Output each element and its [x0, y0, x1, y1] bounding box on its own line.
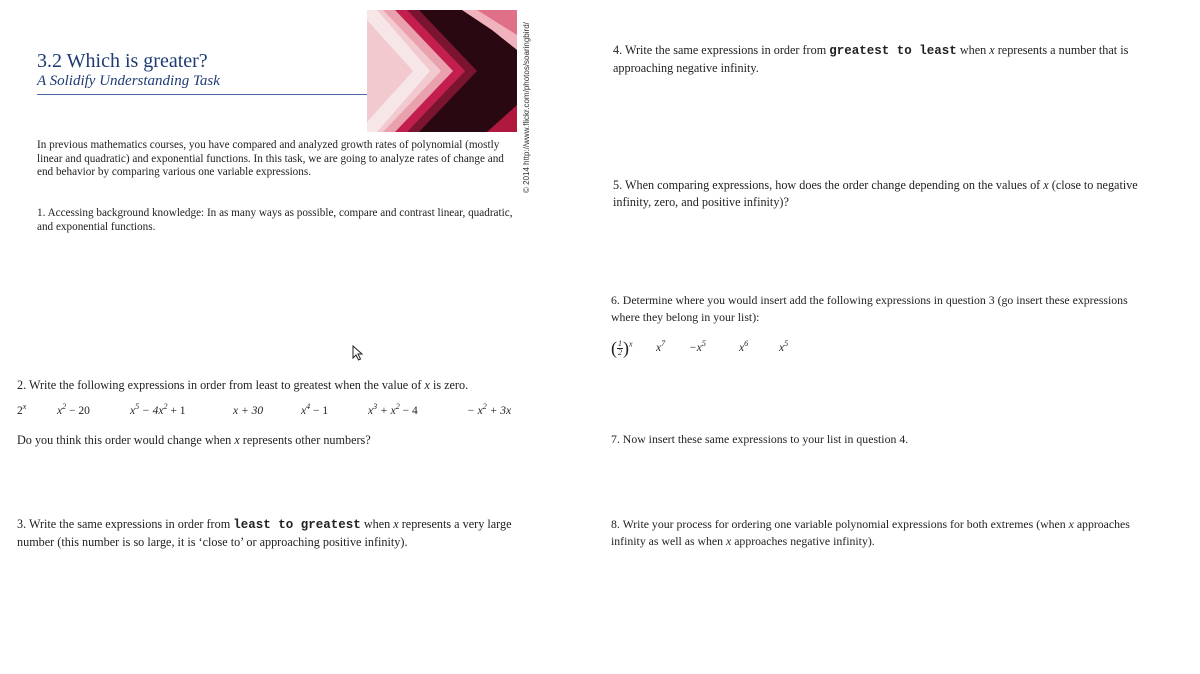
question-5: 5. When comparing expressions, how does the order change depending on the values of x (close to negative infinity, zero, and positive infinity)?: [613, 178, 1138, 210]
expression-x4-minus-1: $x^4 - 1$: [301, 402, 329, 417]
variable-x: x: [234, 433, 240, 447]
expression-x5: $x^5$: [779, 339, 789, 354]
expression-neg-x2-plus-3x: − $x^2 + 3x$: [467, 402, 512, 417]
question-1: 1. Accessing background knowledge: In as many ways as possible, compare and contrast linear, quadratic, and exponential functions.: [37, 207, 513, 233]
expression-x7: $x^7$: [656, 339, 666, 354]
question-3: 3. Write the same expressions in order from least to greatest when x represents a very large number (this number is so large, it is ‘close to’ or approaching positive infinity).: [17, 517, 512, 550]
emphasis-greatest-to-least: greatest to least: [829, 44, 957, 58]
page-title: 3.2 Which is greater?: [37, 50, 208, 72]
expression-x-plus-30: x + 30: [233, 405, 264, 417]
expression-x5-minus-4x2-plus-1: $x^5 - 4x^2 + 1$: [130, 402, 186, 417]
emphasis-least-to-greatest: least to greatest: [233, 518, 361, 532]
question-8: 8. Write your process for ordering one variable polynomial expressions for both extremes (when x approaches infinity as well as when x approaches negative infinity).: [611, 517, 1130, 549]
abstract-chevron-image: [367, 10, 517, 132]
question-4: 4. Write the same expressions in order from greatest to least when x represents a number that is approaching negative infinity.: [613, 43, 1129, 76]
question-2-text-end: is zero.: [429, 378, 469, 392]
question-7: 7. Now insert these same expressions to your list in question 4.: [611, 432, 909, 446]
expression-x2-minus-20: $x^2 - 20$: [57, 402, 90, 417]
variable-x: x: [424, 378, 430, 392]
expression-half-to-x: ( $\frac{1}{2}$ )$^x$: [611, 338, 633, 358]
expression-x6: $x^6$: [739, 339, 749, 354]
mouse-pointer-icon: [352, 345, 364, 361]
question-2: [17, 377, 537, 394]
expression-2-to-x: 2$^x$: [17, 402, 27, 417]
question-2-followup: Do you think this order would change when x represents other numbers?: [17, 433, 371, 447]
expression-neg-x5: $-x^5$: [689, 339, 706, 354]
page-subtitle: A Solidify Understanding Task: [37, 73, 220, 89]
header-photo: [367, 10, 517, 132]
title-divider: [37, 94, 367, 95]
expression-x3-plus-x2-minus-4: $x^3 + x^2 - 4$: [368, 402, 418, 417]
intro-paragraph: In previous mathematics courses, you have compared and analyzed growth rates of polynomial (mostly linear and quadratic) and exponential functions. In this task, we are going to analyze rates of change and end behavior by comparing various one variable expressions.: [37, 139, 504, 179]
question-6: 6. Determine where you would insert add the following expressions in question 3 (go insert these expressions where they belong in your list):: [611, 293, 1128, 325]
photo-credit: © 2014 http://www.flickr.com/photos/soaringbird/: [522, 22, 531, 193]
question-2-text: 2. Write the following expressions in order from least to greatest when the value of: [17, 378, 425, 392]
